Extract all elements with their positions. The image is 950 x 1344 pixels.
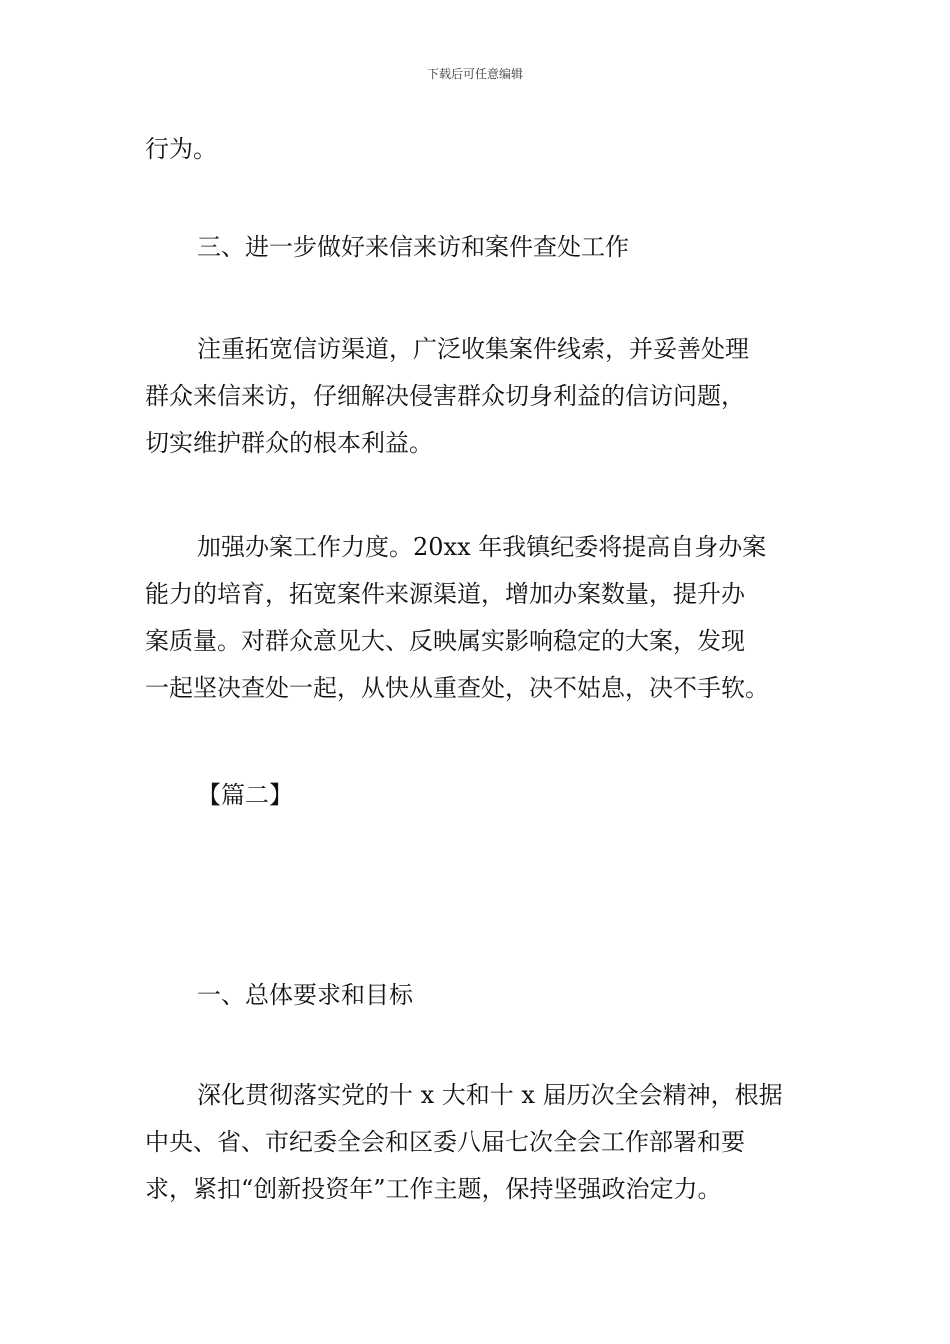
text-line: 求，紧扣“创新投资年”工作主题，保持坚强政治定力。 (145, 1175, 722, 1203)
page-header: 下载后可任意编辑 (426, 67, 523, 81)
heading-text: 一、总体要求和目标 (197, 981, 413, 1009)
paragraph-petitions (145, 326, 813, 467)
text-line: 一起坚决查处一起，从快从重查处，决不姑息，决不手软。 (145, 674, 769, 702)
text-line: 中央、省、市纪委全会和区委八届七次全会工作部署和要 (145, 1128, 745, 1156)
section-heading-1 (145, 972, 813, 1019)
text-line: 注重拓宽信访渠道，广泛收集案件线索，并妥善处理 (197, 335, 749, 363)
text-line: 群众来信来访，仔细解决侵害群众切身利益的信访问题， (145, 382, 745, 410)
section-heading-3 (145, 224, 813, 271)
paragraph-continuation (145, 126, 813, 173)
text-line: 深化贯彻落实党的十 x 大和十 x 届历次全会精神，根据 (197, 1081, 783, 1109)
heading-text: 三、进一步做好来信来访和案件查处工作 (197, 233, 629, 261)
heading-text: 【篇二】 (197, 781, 293, 809)
text-line: 行为。 (145, 135, 217, 163)
paragraph-requirements (145, 1072, 813, 1213)
text-line: 加强办案工作力度。20xx 年我镇纪委将提高自身办案 (197, 533, 767, 561)
text-line: 切实维护群众的根本利益。 (145, 429, 433, 457)
text-line: 能力的培育，拓宽案件来源渠道，增加办案数量，提升办 (145, 580, 745, 608)
text-line: 案质量。对群众意见大、反映属实影响稳定的大案，发现 (145, 627, 745, 655)
paragraph-case-handling (145, 524, 813, 712)
part-two-heading (145, 772, 813, 819)
